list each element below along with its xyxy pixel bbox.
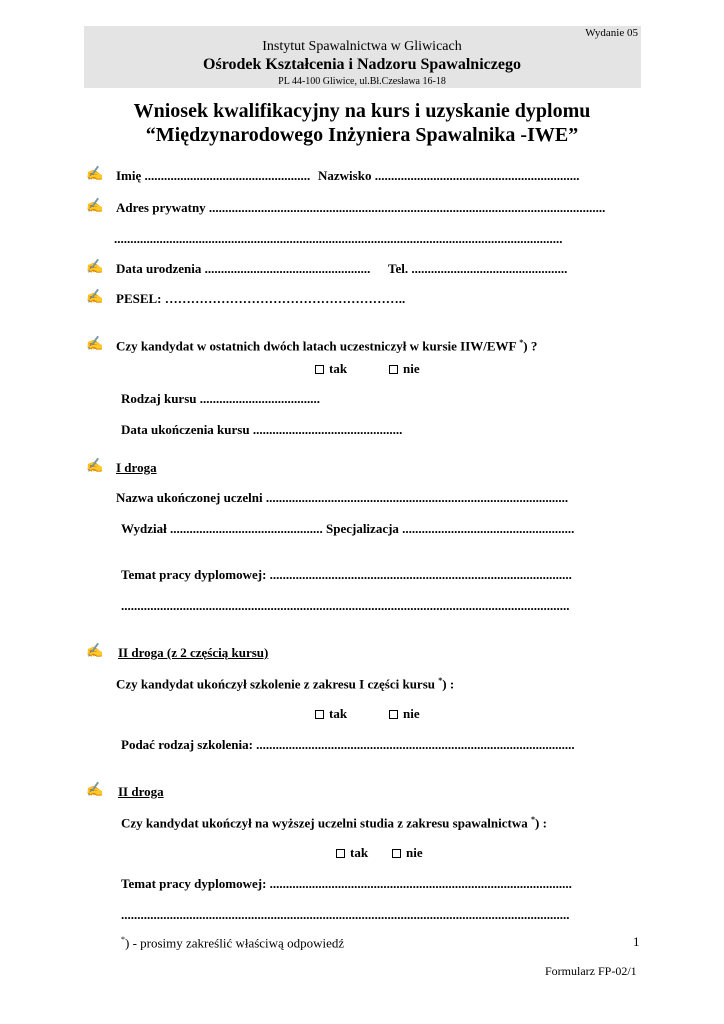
footnote-text: ) - prosimy zakreślić właściwą odpowiedź [125,935,345,951]
writing-hand-icon: ✍ [86,644,104,659]
writing-hand-icon: ✍ [86,199,104,214]
course-yes-option[interactable] [315,361,347,377]
path1-heading: I droga [116,460,157,475]
address-field-line2[interactable]: .......................................................................................................................................... [114,231,563,246]
asterisk-mark: * [519,338,524,347]
writing-hand-icon: ✍ [86,167,104,182]
no-label: nie [403,361,420,376]
checkbox-icon[interactable] [315,710,324,719]
no-label: nie [403,706,420,721]
name-field[interactable]: Imię ................................................... [116,168,311,183]
form-id: Formularz FP-02/1 [545,964,637,978]
checkbox-icon[interactable] [389,365,398,374]
edition-label: Wydanie 05 [585,27,638,39]
part1-question-end: ) : [442,676,455,692]
pesel-field[interactable]: PESEL: ……………………………………………….. [116,291,406,306]
writing-hand-icon: ✍ [86,290,104,305]
yes-label: tak [329,361,348,376]
page-number: 1 [633,934,640,949]
writing-hand-icon: ✍ [86,260,104,275]
footnote [121,935,344,951]
part1-question [116,676,454,692]
center-name: Ośrodek Kształcenia i Nadzoru Spawalniczego [203,56,521,73]
yes-label: tak [329,706,348,721]
faculty-specialization-field[interactable]: Wydział ............................................... Specjalizacja ..................................................... [121,521,575,536]
checkbox-icon[interactable] [392,849,401,858]
surname-field[interactable]: Nazwisko ............................................................... [318,168,580,183]
course-question-text: Czy kandydat w ostatnich dwóch latach uczestniczył w kursie IIW/EWF [116,338,517,354]
part1-yes-option[interactable] [315,706,347,722]
thesis-topic-field[interactable]: Temat pracy dyplomowej: ............................................................................................. [121,567,572,582]
asterisk-mark: * [531,815,536,824]
asterisk-mark: * [121,935,125,944]
form-title-line1: Wniosek kwalifikacyjny na kurs i uzyskanie dyplomu [133,100,591,122]
university-yes-option[interactable] [336,845,368,861]
no-label: nie [406,845,423,860]
writing-hand-icon: ✍ [86,783,104,798]
form-title-line2: “Międzynarodowego Inżyniera Spawalnika -IWE” [145,124,579,146]
checkbox-icon[interactable] [336,849,345,858]
university-question [121,815,547,831]
course-type-field[interactable]: Rodzaj kursu ..................................... [121,391,320,406]
phone-field[interactable]: Tel. ................................................ [388,261,568,276]
course-no-option[interactable] [389,361,420,377]
university-no-option[interactable] [392,845,423,861]
university-question-end: ) : [535,815,547,831]
yes-label: tak [350,845,369,860]
thesis-topic-field-2-line2[interactable]: .......................................................................................................................................... [121,907,570,922]
path3-heading: II droga [118,784,164,799]
writing-hand-icon: ✍ [86,459,104,474]
university-question-text: Czy kandydat ukończył na wyższej uczelni studia z zakresu spawalnictwa [121,815,528,831]
course-question-end: ) ? [523,338,538,354]
checkbox-icon[interactable] [315,365,324,374]
thesis-topic-field-line2[interactable]: .......................................................................................................................................... [121,598,570,613]
part1-question-text: Czy kandydat ukończył szkolenie z zakresu I części kursu [116,676,435,692]
university-name-field[interactable]: Nazwa ukończonej uczelni ............................................................................................. [116,490,569,505]
training-type-field[interactable]: Podać rodzaj szkolenia: .................................................................................................. [121,737,575,752]
institute-name: Instytut Spawalnictwa w Gliwicach [262,39,462,54]
address-field[interactable]: Adres prywatny .......................................................................................................................... [116,200,606,215]
institute-address: PL 44-100 Gliwice, ul.Bł.Czesława 16-18 [278,76,446,87]
course-end-date-field[interactable]: Data ukończenia kursu .............................................. [121,422,403,437]
checkbox-icon[interactable] [389,710,398,719]
path2-heading: II droga (z 2 częścią kursu) [118,645,269,660]
writing-hand-icon: ✍ [86,337,104,352]
thesis-topic-field-2[interactable]: Temat pracy dyplomowej: ............................................................................................. [121,876,572,891]
birthdate-field[interactable]: Data urodzenia ................................................... [116,261,371,276]
course-question [116,338,537,354]
part1-no-option[interactable] [389,706,420,722]
asterisk-mark: * [438,676,443,685]
